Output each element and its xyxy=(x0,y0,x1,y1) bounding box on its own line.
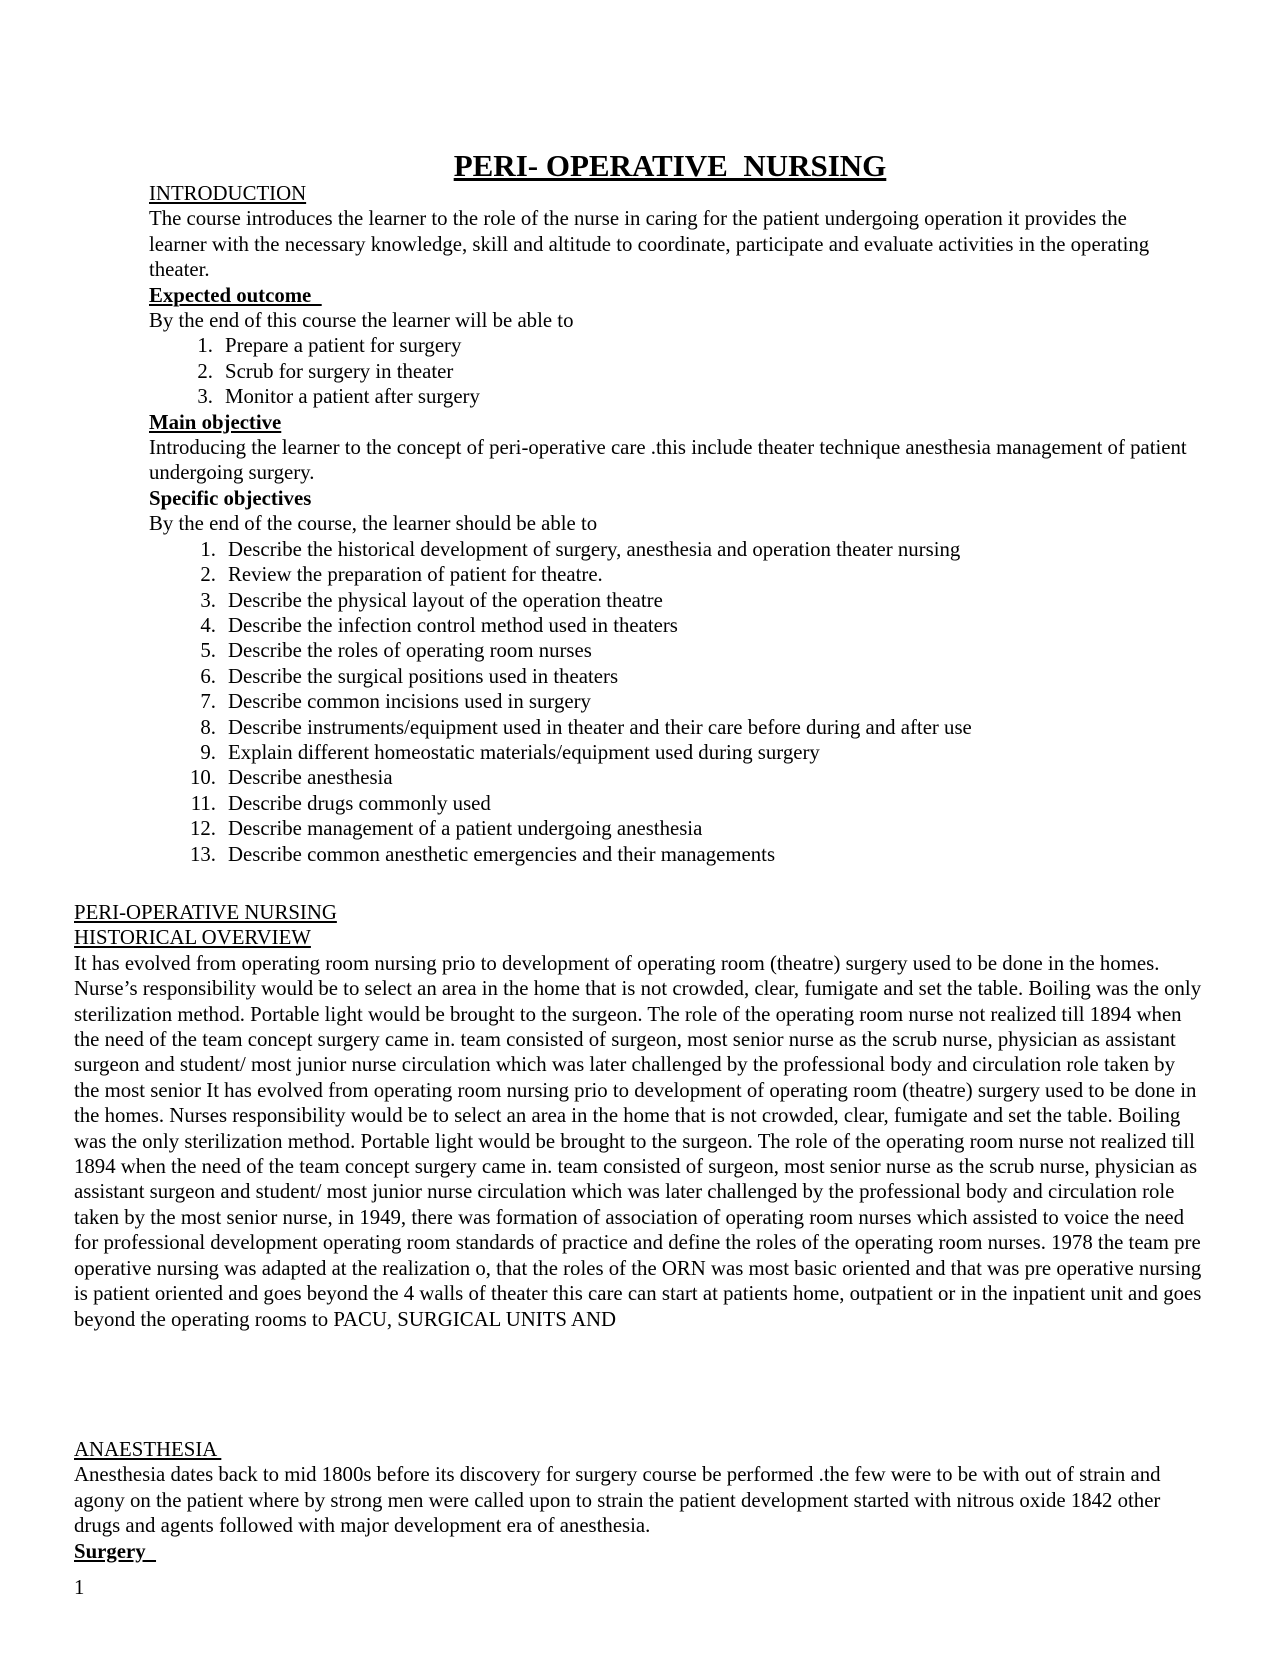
introduction-body: The course introduces the learner to the role of the nurse in caring for the patient undergoing operation it provides the learner with the necessary knowledge, skill and altitude to coordinate, participate and evaluate activities in the operating theater. xyxy=(149,207,1150,282)
list-number: 2. xyxy=(200,563,216,587)
specific-objectives-lead: By the end of the course, the learner should be able to xyxy=(149,512,598,536)
list-item-text: Describe anesthesia xyxy=(228,766,393,790)
list-number: 9. xyxy=(200,740,216,764)
list-number: 4. xyxy=(200,613,216,637)
list-item-text: Describe the physical layout of the operation theatre xyxy=(228,588,663,612)
list-item xyxy=(149,384,1189,409)
list-item-text: Explain different homeostatic materials/equipment used during surgery xyxy=(228,740,820,764)
list-number: 5. xyxy=(200,639,216,663)
list-item-text: Describe the historical development of surgery, anesthesia and operation theater nursing xyxy=(228,537,961,561)
list-item-text: Describe the infection control method used in theaters xyxy=(228,613,678,637)
list-number: 1. xyxy=(200,537,216,561)
list-number: 3. xyxy=(200,588,216,612)
list-item-text: Describe the surgical positions used in theaters xyxy=(228,664,619,688)
expected-outcome-lead: By the end of this course the learner will be able to xyxy=(149,309,574,333)
list-number: 8. xyxy=(200,715,216,739)
surgery-heading: Surgery xyxy=(74,1539,157,1563)
list-item xyxy=(149,613,1189,638)
list-item xyxy=(149,689,1189,714)
page-number: 1 xyxy=(74,1576,85,1599)
historical-overview-section xyxy=(74,900,1204,1332)
list-item xyxy=(149,333,1189,358)
list-number: 7. xyxy=(200,690,216,714)
list-number: 10. xyxy=(190,766,216,790)
list-item xyxy=(149,816,1189,841)
list-item-text: Describe common anesthetic emergencies and their managements xyxy=(228,842,776,866)
list-item xyxy=(149,765,1189,790)
list-item-text: Prepare a patient for surgery xyxy=(225,334,462,358)
section-heading-peri-operative: PERI-OPERATIVE NURSING xyxy=(74,901,337,924)
anaesthesia-heading: ANAESTHESIA xyxy=(74,1438,222,1461)
list-item xyxy=(149,842,1189,867)
list-item-text: Describe common incisions used in surgery xyxy=(228,690,591,714)
course-overview xyxy=(149,181,1189,867)
list-number: 2. xyxy=(197,359,213,383)
list-item xyxy=(149,791,1189,816)
list-item-text: Describe drugs commonly used xyxy=(228,791,491,815)
specific-objectives-heading: Specific objectives xyxy=(149,486,312,510)
anaesthesia-body: Anesthesia dates back to mid 1800s before its discovery for surgery course be performed .the few were to be with out of strain and agony on the patient where by strong men were called upon to strain the patient development started with nitrous oxide 1842 other drugs and agents followed with major development era of anesthesia. xyxy=(74,1463,1161,1538)
introduction-heading: INTRODUCTION xyxy=(149,182,307,205)
list-number: 12. xyxy=(190,817,216,841)
historical-body: It has evolved from operating room nursing prio to development of operating room (theatre) surgery used to be done in the homes. Nurse’s responsibility would be to select an area in the home that is not crowded, clear, fumigate and set the table. Boiling was the only sterilization method. Portable light would be brought to the surgeon. The role of the operating room nurse not realized till 1894 when the need of the team concept surgery came in. team consisted of surgeon, most senior nurse as the scrub nurse, physician as assistant surgeon and student/ most junior nurse circulation which was later challenged by the professional body and circulation role taken by the most senior It has evolved from operating room nursing prio to development of operating room (theatre) surgery used to be done in the homes. Nurses responsibility would be to select an area in the home that is not crowded, clear, fumigate and set the table. Boiling was the only sterilization method. Portable light would be brought to the surgeon. The role of the operating room nurse not realized till 1894 when the need of the team concept surgery came in. team consisted of surgeon, most senior nurse as the scrub nurse, physician as assistant surgeon and student/ most junior nurse circulation which was later challenged by the professional body and circulation role taken by the most senior nurse, in 1949, there was formation of association of operating room nurses which assisted to voice the need for professional development operating room standards of practice and define the roles of the operating room nurses. 1978 the team pre operative nursing was adapted at the realization o, that the roles of the ORN was most basic oriented and that was pre operative nursing is patient oriented and goes beyond the 4 walls of theater this care can start at patients home, outpatient or in the inpatient unit and goes beyond the operating rooms to PACU, SURGICAL UNITS AND xyxy=(74,951,1202,1331)
list-item xyxy=(149,562,1189,587)
document-title: PERI- OPERATIVE NURSING xyxy=(453,148,887,183)
list-number: 3. xyxy=(197,385,213,409)
section-heading-historical: HISTORICAL OVERVIEW xyxy=(74,926,311,950)
expected-outcome-heading: Expected outcome xyxy=(149,283,322,307)
list-item-text: Describe the roles of operating room nurses xyxy=(228,639,592,663)
list-item xyxy=(149,588,1189,613)
list-item xyxy=(149,359,1189,384)
list-number: 1. xyxy=(197,334,213,358)
list-number: 11. xyxy=(190,791,216,815)
list-number: 13. xyxy=(190,842,216,866)
list-item-text: Describe instruments/equipment used in theater and their care before during and after use xyxy=(228,715,972,739)
list-item xyxy=(149,537,1189,562)
list-item xyxy=(149,715,1189,740)
main-objective-body: Introducing the learner to the concept of peri-operative care .this include theater technique anesthesia management of patient undergoing surgery. xyxy=(149,436,1187,485)
list-item-text: Scrub for surgery in theater xyxy=(225,359,454,383)
list-item xyxy=(149,740,1189,765)
list-item-text: Monitor a patient after surgery xyxy=(225,385,480,409)
list-item-text: Review the preparation of patient for theatre. xyxy=(228,563,603,587)
expected-outcome-list xyxy=(149,333,1189,409)
specific-objectives-list xyxy=(149,537,1189,867)
list-item xyxy=(149,638,1189,663)
anaesthesia-section xyxy=(74,1437,1204,1564)
main-objective-heading: Main objective xyxy=(149,410,282,434)
list-number: 6. xyxy=(200,664,216,688)
list-item-text: Describe management of a patient undergoing anesthesia xyxy=(228,817,703,841)
list-item xyxy=(149,664,1189,689)
